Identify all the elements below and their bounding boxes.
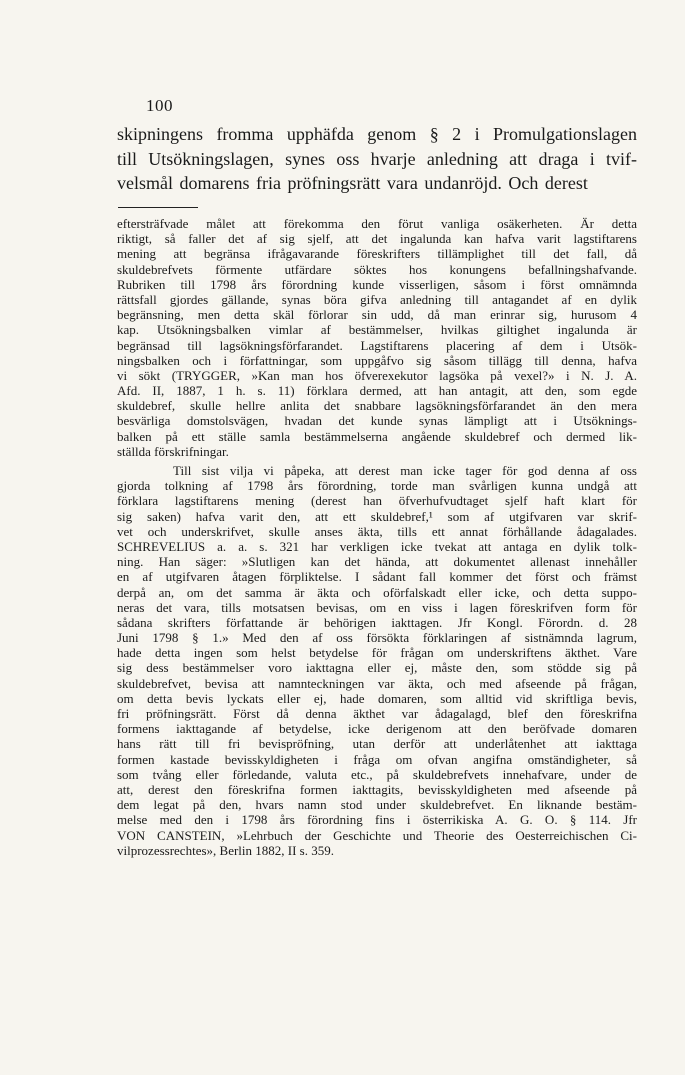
footnote-line: ställda förskrifningar.	[117, 443, 229, 459]
footnote-line: skuldebrefvet, bevisa att namnteckningen var äkta, och med afseende på frågan,	[117, 675, 637, 691]
main-text	[117, 122, 637, 196]
footnote-divider	[118, 207, 198, 208]
footnote-line: Juni 1798 § 1.» Med den af oss försökta förklaringen af sistnämnda lagrum,	[117, 630, 637, 646]
footnote-line: besvärliga domstolsvägen, hvadan det kunde synas lämpligt att i Utsöknings-	[117, 413, 637, 429]
footnote-line: mening att begränsa ifrågavarande föreskrifters tillämplighet till det fall, då	[117, 246, 637, 262]
footnote-line: vi sökt (TRYGGER, »Kan man hos öfverexekutor lagsöka på vexel?» i N. J. A.	[117, 367, 637, 383]
footnote-line: vet och underskrifvet, skulle anses äkta, tills ett annat förhållande ådagalades.	[117, 523, 637, 539]
footnote-line: rättsfall gjordes gällande, synas böra gifva anledning till antagandet af en dylik	[117, 291, 637, 307]
footnote-line: en af utgifvaren åtagen förpliktelse. I sådant fall kommer det först och främst	[117, 569, 637, 585]
footnote-line: kap. Utsökningsbalken vimlar af bestämmelser, hvilkas giltighet ingalunda är	[117, 322, 637, 338]
footnote-line: ning. Han säger: »Slutligen kan det hända, att dokumentet allenast innehåller	[117, 554, 637, 570]
footnote-line: riktigt, så faller det af sig sjelf, att det ingalunda kan hafva varit lagstiftarens	[117, 231, 637, 247]
footnote-line: SCHREVELIUS a. a. s. 321 har verkligen icke tvekat att antaga en dylik tolk-	[117, 538, 637, 554]
footnote-line: formen kastade bevisskyldigheten i fråga om ofvan angifna omständigheter, så	[117, 751, 637, 767]
main-text-line: till Utsökningslagen, synes oss hvarje anledning att draga i tvif-	[117, 148, 637, 169]
footnote-line: skuldebref, skulle hellre anlita det snabbare lagsökningsförfarandet än den mera	[117, 398, 637, 414]
footnote-line: neras det vara, tills motsatsen bevisas, om en viss i lagen föreskrifven form för	[117, 599, 637, 615]
footnote-line: Afd. II, 1887, 1 h. s. 11) förklara dermed, att han antagit, att den, som egde	[117, 383, 637, 399]
footnote-line: begränsning, men detta skäl förlorar sin udd, då man erinrar sig, hurusom 4	[117, 307, 637, 323]
footnote-line: hade detta ingen som helst betydelse för frågan om underskriftens äkthet. Vare	[117, 645, 637, 661]
footnote-line: sådana skrifters författande är behörigen iakttagen. Jfr Kongl. Förordn. d. 28	[117, 614, 637, 630]
footnote-line: om detta bevis lyckats eller ej, hade domaren, som alltid vid skriftliga bevis,	[117, 690, 637, 706]
footnote-line: melse med den i 1798 års förordning fins i österrikiska A. G. O. § 114. Jfr	[117, 812, 637, 828]
main-text-line: velsmål domarens fria pröfningsrätt vara undanröjd. Och derest	[117, 173, 588, 193]
main-text-line: skipningens fromma upphäfda genom § 2 i Promulgationslagen	[117, 124, 637, 144]
footnote-line: begränsad till lagsökningsförfarandet. Lagstiftarens placering af dem i Utsök-	[117, 337, 637, 353]
footnote-line: sig dess bestämmelser voro iakttagna eller ej, måste den, som stödde sig på	[117, 660, 637, 676]
footnote-line: att, derest den föreskrifna formen iakttagits, bevisskyldigheten med afseende på	[117, 781, 637, 797]
footnote-line: gjorda tolkning af 1798 års förordning, torde man svårligen kunna undgå att	[117, 478, 637, 494]
footnote-line: Rubriken till 1798 års förordning kunde visserligen, såsom i först omnämnda	[117, 276, 637, 292]
footnote-line: skuldebrefvets förmente utfärdare söktes hos konungens befallningshafvande.	[117, 261, 637, 277]
footnote-line: vilprozessrechtes», Berlin 1882, II s. 359.	[117, 842, 334, 858]
footnote-line: balken på ett ställe samla bestämmelserna angående skuldebref och dermed lik-	[117, 428, 637, 444]
footnote-line: VON CANSTEIN, »Lehrbuch der Geschichte und Theorie des Oesterreichischen Ci-	[117, 827, 637, 843]
page-number: 100	[146, 96, 173, 115]
footnote-line: formens iakttagande af betydelse, icke derigenom att den beröfvade domaren	[117, 721, 637, 737]
footnote-line: derpå an, om det samma är äkta och oförfalskadt eller icke, och detta suppo-	[117, 584, 637, 600]
footnote-line: förklara lagstiftarens mening (derest han öfverhufvudtaget sjelf haft klart för	[117, 493, 637, 509]
footnote-line: hans rätt till fri bevispröfning, utan derför att underlåtenhet att iakttaga	[117, 736, 637, 752]
footnote-line: eftersträfvade målet att förekomma den förut vanliga osäkerheten. Är detta	[117, 216, 637, 231]
footnote-line: dem legat på den, hvars namn stod under skuldebrefvet. En liknande bestäm-	[117, 797, 637, 813]
footnote-line: Till sist vilja vi påpeka, att derest man icke tager för god denna af oss	[173, 463, 637, 478]
footnote-line: fri pröfningsrätt. Först då denna äkthet var ådagalagd, blef den föreskrifna	[117, 706, 637, 721]
footnote-line: som tvång eller förledande, valuta etc., på skuldebrefvets innehafvare, under de	[117, 766, 637, 782]
footnote-line: sig saken) hafva varit den, att ett skuldebref,¹ som af utgifvaren var skrif-	[117, 508, 637, 524]
footnote-line: ningsbalken och i författningar, som uppgåfvo sig såsom tillägg till denna, hafva	[117, 352, 637, 368]
footnote	[117, 216, 637, 858]
